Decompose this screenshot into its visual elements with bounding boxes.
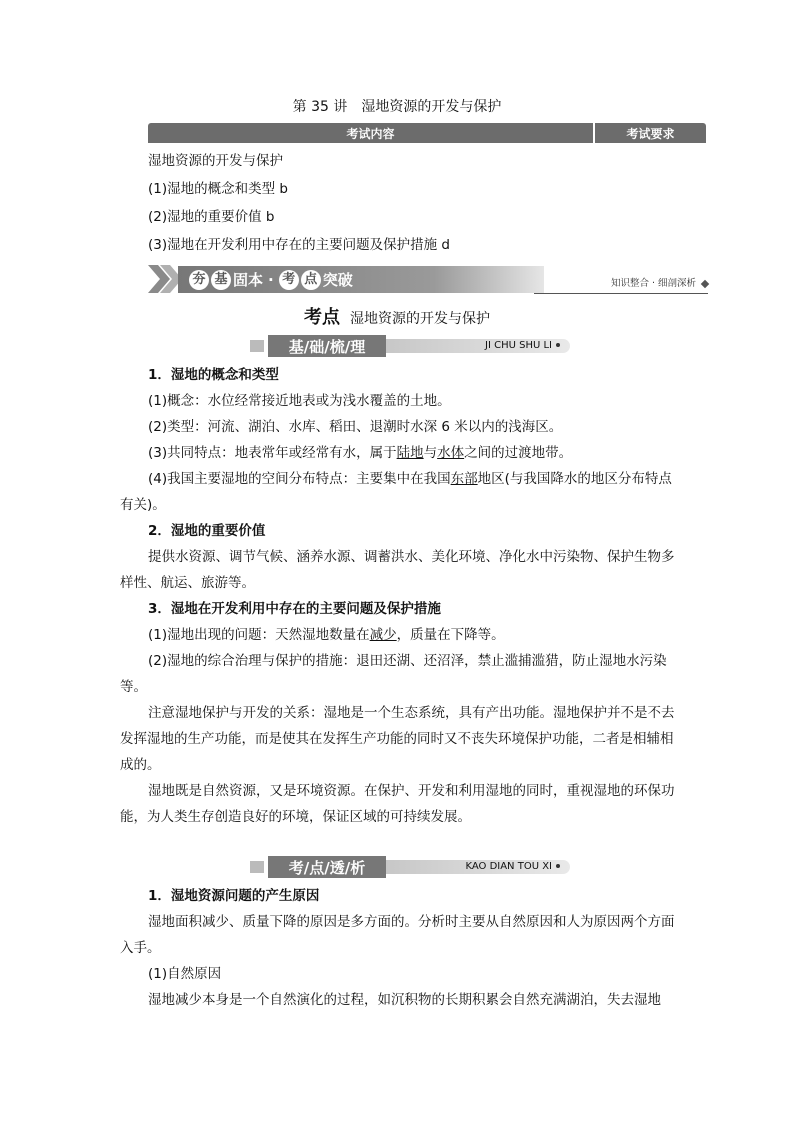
section-label: 基/础/梳/理 (268, 335, 386, 357)
lesson-title (0, 96, 794, 116)
banner-text: 固本 (233, 271, 264, 289)
banner-title (178, 266, 544, 293)
banner-subtitle (611, 275, 708, 289)
text-run: 之间的过渡地带。 (464, 445, 573, 461)
requirement-item: (3)湿地在开发利用中存在的主要问题及保护措施 d (148, 237, 450, 253)
paragraph (120, 466, 676, 518)
text-run: ，质量在下降等。 (396, 627, 505, 643)
topic-heading (0, 303, 794, 329)
section-bar-kaodian (250, 856, 570, 878)
requirement-item: 湿地资源的开发与保护 (148, 153, 283, 169)
banner-circle-char: 夯 (189, 270, 209, 290)
paragraph: 湿地减少本身是一个自然演化的过程，如沉积物的长期积累会自然充满湖泊，失去湿地 (148, 992, 661, 1008)
lesson-name: 湿地资源的开发与保护 (361, 99, 502, 115)
paragraph-heading: 1．湿地的概念和类型 (148, 367, 279, 383)
section-label: 考/点/透/析 (268, 856, 386, 878)
lesson-number: 第 35 讲 (292, 99, 348, 115)
paragraph-heading: 1．湿地资源问题的产生原因 (148, 888, 320, 904)
banner-text: 突破 (322, 271, 353, 289)
bar-lead-decoration (250, 861, 264, 873)
text-run: (3)共同特点：地表常年或经常有水，属于 (148, 445, 397, 461)
text-run: (1)湿地出现的问题：天然湿地数量在 (148, 627, 370, 643)
paragraph: 提供水资源、调节气候、涵养水源、调蓄洪水、美化环境、净化水中污染物、保护生物多样性、航运、旅游等。 (120, 549, 675, 591)
banner-circle-char: 考 (279, 270, 299, 290)
bar-lead-decoration (250, 340, 264, 352)
text-run: (4)我国主要湿地的空间分布特点：主要集中在我国 (148, 471, 451, 487)
section-bar-jichu (250, 335, 570, 357)
paragraph-heading: 3．湿地在开发利用中存在的主要问题及保护措施 (148, 601, 441, 617)
underlined-term: 水体 (437, 445, 465, 461)
header-exam-requirement: 考试要求 (595, 123, 706, 143)
paragraph-heading: 2．湿地的重要价值 (148, 523, 266, 539)
requirements-list (148, 150, 450, 262)
paragraph (120, 622, 676, 648)
topic-title: 湿地资源的开发与保护 (350, 311, 490, 327)
topic-label: 考点 (304, 307, 340, 328)
section-jichu-body (120, 362, 676, 830)
text-run: 地区(与我国降水的地区分布特点有关)。 (120, 471, 672, 513)
banner-subtitle-text: 知识整合 · 细剖深析 (610, 278, 696, 289)
paragraph: (1)概念：水位经常接近地表或为浅水覆盖的土地。 (148, 393, 451, 409)
requirements-table-header (148, 123, 706, 143)
paragraph: 注意湿地保护与开发的关系：湿地是一个生态系统，具有产出功能。湿地保护并不是不去发挥湿地的生产功能，而是使其在发挥生产功能的同时又不丧失环境保护功能，二者是相辅相成的。 (120, 705, 675, 773)
section-kaodian-body (120, 883, 676, 1013)
banner-dot: · (268, 270, 274, 289)
paragraph: 湿地既是自然资源，又是环境资源。在保护、开发和利用湿地的同时，重视湿地的环保功能，为人类生存创造良好的环境，保证区域的可持续发展。 (120, 783, 675, 825)
paragraph: (1)自然原因 (148, 966, 222, 982)
paragraph (120, 440, 676, 466)
header-exam-content: 考试内容 (148, 123, 593, 143)
text-run: 与 (423, 445, 438, 461)
requirement-item: (2)湿地的重要价值 b (148, 209, 275, 225)
diamond-icon (701, 279, 709, 287)
paragraph: (2)湿地的综合治理与保护的措施：退田还湖、还沼泽，禁止滥捕滥猎，防止湿地水污染等。 (120, 653, 667, 695)
banner-circle-char: 基 (211, 270, 231, 290)
section-banner (148, 263, 708, 295)
banner-circle-char: 点 (301, 270, 321, 290)
paragraph: 湿地面积减少、质量下降的原因是多方面的。分析时主要从自然原因和人为原因两个方面入手。 (120, 914, 675, 956)
section-pinyin: KAO DIAN TOU XI (465, 860, 560, 874)
underlined-term: 减少 (369, 627, 397, 643)
banner-rule (534, 293, 708, 294)
underlined-term: 陆地 (396, 445, 424, 461)
underlined-term: 东部 (450, 471, 478, 487)
paragraph: (2)类型：河流、湖泊、水库、稻田、退潮时水深 6 米以内的浅海区。 (148, 419, 563, 435)
requirement-item: (1)湿地的概念和类型 b (148, 181, 288, 197)
section-pinyin: JI CHU SHU LI (485, 339, 560, 353)
